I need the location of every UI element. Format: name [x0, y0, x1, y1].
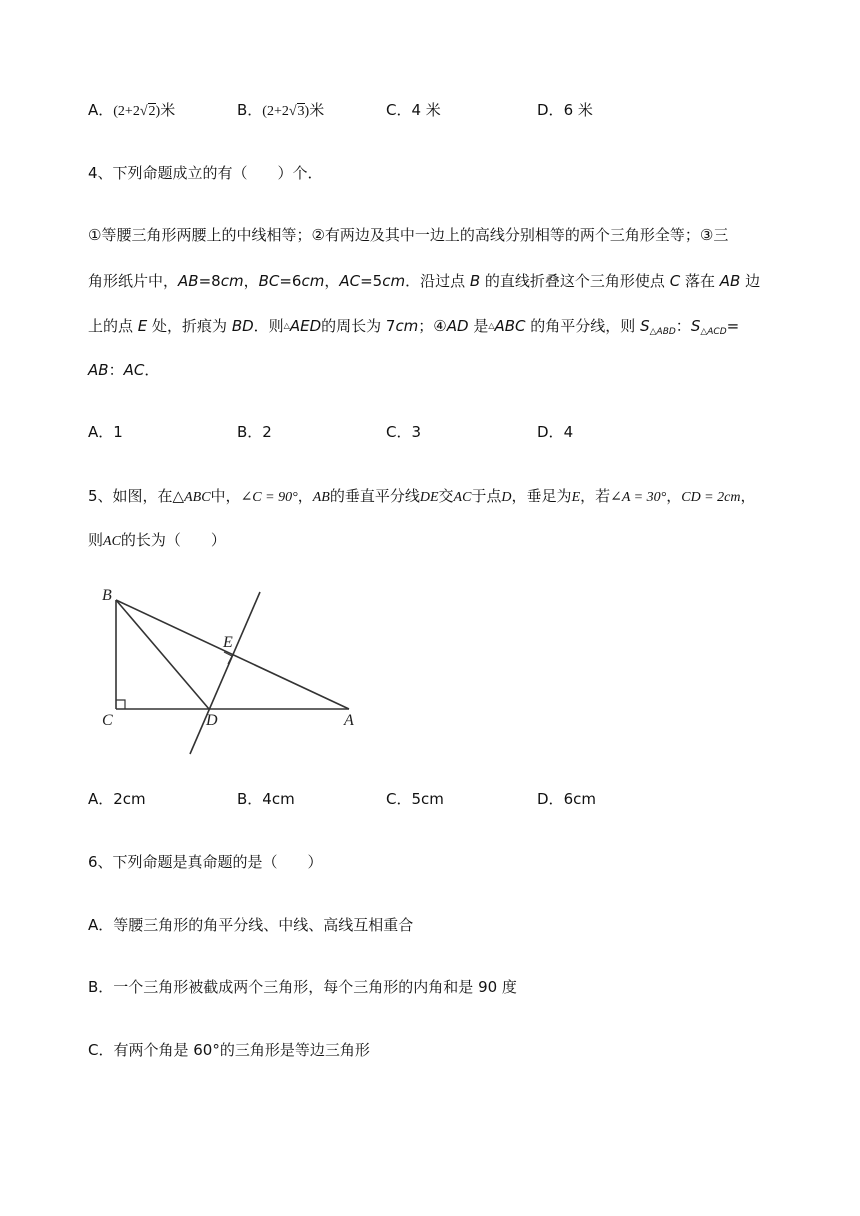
q4-line-2: [88, 270, 760, 292]
var: S: [640, 317, 650, 335]
math: ∠C = 90°: [240, 490, 298, 505]
text: =: [726, 317, 740, 335]
radicand: 3: [297, 104, 305, 119]
option-letter: B．: [88, 978, 114, 996]
var: D: [501, 490, 512, 505]
math-close: ): [155, 104, 161, 119]
text: ．则: [253, 317, 284, 335]
q5-line-1: [88, 485, 755, 509]
var: C: [669, 272, 681, 290]
text: ，若: [580, 487, 611, 505]
text: ：: [675, 317, 691, 335]
text: 角形纸片中，: [88, 272, 179, 290]
text: ．沿过点: [405, 272, 470, 290]
math-close: ): [304, 104, 310, 119]
label-d: D: [206, 712, 218, 729]
triangle-symbol: △: [283, 321, 290, 330]
var: AB: [312, 490, 330, 505]
var: AED: [289, 317, 322, 335]
q4-option-c: [386, 421, 421, 443]
option-letter: D．: [537, 101, 564, 119]
segment-bd: [116, 600, 209, 709]
q6-stem: 6、下列命题是真命题的是（ ）: [88, 853, 323, 871]
label-b: B: [102, 587, 112, 604]
text: 落在: [680, 272, 720, 290]
option-letter: D．: [537, 423, 564, 441]
radicand: 2: [148, 104, 156, 119]
var: AB: [719, 272, 741, 290]
option-text: 等腰三角形的角平分线、中线、高线互相重合: [113, 916, 414, 934]
q5-option-c: [386, 788, 444, 810]
q4-option-d: [537, 421, 573, 443]
option-text: 1: [113, 423, 123, 441]
text: 交: [438, 487, 454, 505]
var: AC: [123, 361, 145, 379]
var: E: [571, 490, 581, 505]
subscript: △ABD: [649, 327, 676, 337]
label-e: E: [223, 634, 233, 651]
label-a: A: [344, 712, 354, 729]
triangle-figure: [96, 580, 366, 760]
q4-line-3: [88, 315, 739, 343]
var: AC: [103, 534, 121, 549]
var: AB: [178, 272, 199, 290]
text: ，: [297, 487, 313, 505]
option-letter: C．: [386, 423, 412, 441]
option-text: 2cm: [113, 790, 146, 808]
option-letter: A．: [88, 423, 114, 441]
math-open: (2+2: [113, 104, 140, 119]
perpendicular-bisector-de: [190, 592, 260, 754]
text: 5、如图，在△: [88, 487, 185, 505]
option-text: 一个三角形被截成两个三角形，每个三角形的内角和是 90 度: [113, 978, 517, 996]
unit: cm: [301, 272, 325, 290]
option-text: 3: [411, 423, 422, 441]
text: ；④: [418, 317, 447, 335]
radical-sign: √: [288, 104, 297, 119]
var: BC: [258, 272, 280, 290]
var: ABC: [494, 317, 526, 335]
text: ：: [108, 361, 124, 379]
math-open: (2+2: [262, 104, 289, 119]
option-text: 6 米: [563, 101, 593, 119]
radical-sign: √: [139, 104, 148, 119]
text: =8: [198, 272, 221, 290]
option-letter: A．: [88, 916, 114, 934]
text: 的角平分线，则: [525, 317, 641, 335]
unit: cm: [382, 272, 406, 290]
q3-option-a: [88, 99, 175, 123]
q4-line-4: [88, 359, 159, 381]
text: =5: [360, 272, 383, 290]
q4-stem: 4、下列命题成立的有（ ）个．: [88, 164, 323, 182]
q4-option-b: [237, 421, 272, 443]
q3-option-c: [386, 99, 441, 121]
option-text: 5cm: [411, 790, 444, 808]
q5-option-b: [237, 788, 295, 810]
unit: 米: [160, 101, 176, 119]
var: ABC: [184, 490, 211, 505]
var: DE: [419, 490, 439, 505]
unit: cm: [395, 317, 419, 335]
text: 的周长为 7: [321, 317, 396, 335]
text: ，: [740, 487, 756, 505]
option-letter: C．: [88, 1041, 114, 1059]
var: AD: [446, 317, 469, 335]
text: 中，: [210, 487, 241, 505]
option-text: 4cm: [262, 790, 295, 808]
option-letter: C．: [386, 101, 412, 119]
q3-option-d: [537, 99, 593, 121]
option-text: 6cm: [563, 790, 596, 808]
q5-line-2: [88, 529, 226, 553]
q4-line-1: ①等腰三角形两腰上的中线相等；②有两边及其中一边上的高线分别相等的两个三角形全等；③三: [88, 226, 729, 244]
option-letter: C．: [386, 790, 412, 808]
text: 是: [468, 317, 489, 335]
math: ∠A = 30°: [610, 490, 667, 505]
unit: 米: [309, 101, 325, 119]
option-text: 4: [563, 423, 574, 441]
q5-option-d: [537, 788, 596, 810]
math-expression: [262, 103, 309, 119]
text: ，: [666, 487, 682, 505]
option-letter: A．: [88, 101, 114, 119]
text: ，: [324, 272, 340, 290]
q3-option-b: [237, 99, 324, 123]
triangle-symbol: △: [488, 321, 495, 330]
right-angle-mark-c: [116, 700, 125, 709]
text: 上的点: [88, 317, 138, 335]
option-letter: A．: [88, 790, 114, 808]
text: 的直线折叠这个三角形使点: [480, 272, 670, 290]
text: 则: [88, 531, 104, 549]
text: 处，折痕为: [147, 317, 232, 335]
option-text: 2: [262, 423, 272, 441]
var: S: [690, 317, 701, 335]
q6-option-a: [88, 914, 413, 936]
text: 的长为（ ）: [120, 531, 226, 549]
q6-option-b: [88, 976, 517, 998]
var: AC: [453, 490, 472, 505]
var: AB: [88, 361, 109, 379]
unit: cm: [220, 272, 244, 290]
option-letter: D．: [537, 790, 564, 808]
option-text: 有两个角是 60°的三角形是等边三角形: [113, 1041, 370, 1059]
var: AC: [339, 272, 361, 290]
math-expression: [113, 103, 160, 119]
text: ．: [144, 361, 160, 379]
q6-option-c: [88, 1039, 370, 1061]
text: 于点: [471, 487, 502, 505]
subscript: △ACD: [700, 327, 727, 337]
text: 的垂直平分线: [329, 487, 420, 505]
option-text: 4 米: [411, 101, 441, 119]
option-letter: B．: [237, 790, 263, 808]
q5-option-a: [88, 788, 146, 810]
text: ，垂足为: [511, 487, 572, 505]
var: E: [137, 317, 148, 335]
option-letter: B．: [237, 423, 263, 441]
text: ，: [243, 272, 259, 290]
var: BD: [231, 317, 254, 335]
var: B: [469, 272, 481, 290]
math: CD = 2cm: [681, 490, 741, 505]
label-c: C: [102, 712, 113, 729]
option-letter: B．: [237, 101, 263, 119]
q4-option-a: [88, 421, 123, 443]
text: =6: [279, 272, 302, 290]
text: 边: [740, 272, 761, 290]
